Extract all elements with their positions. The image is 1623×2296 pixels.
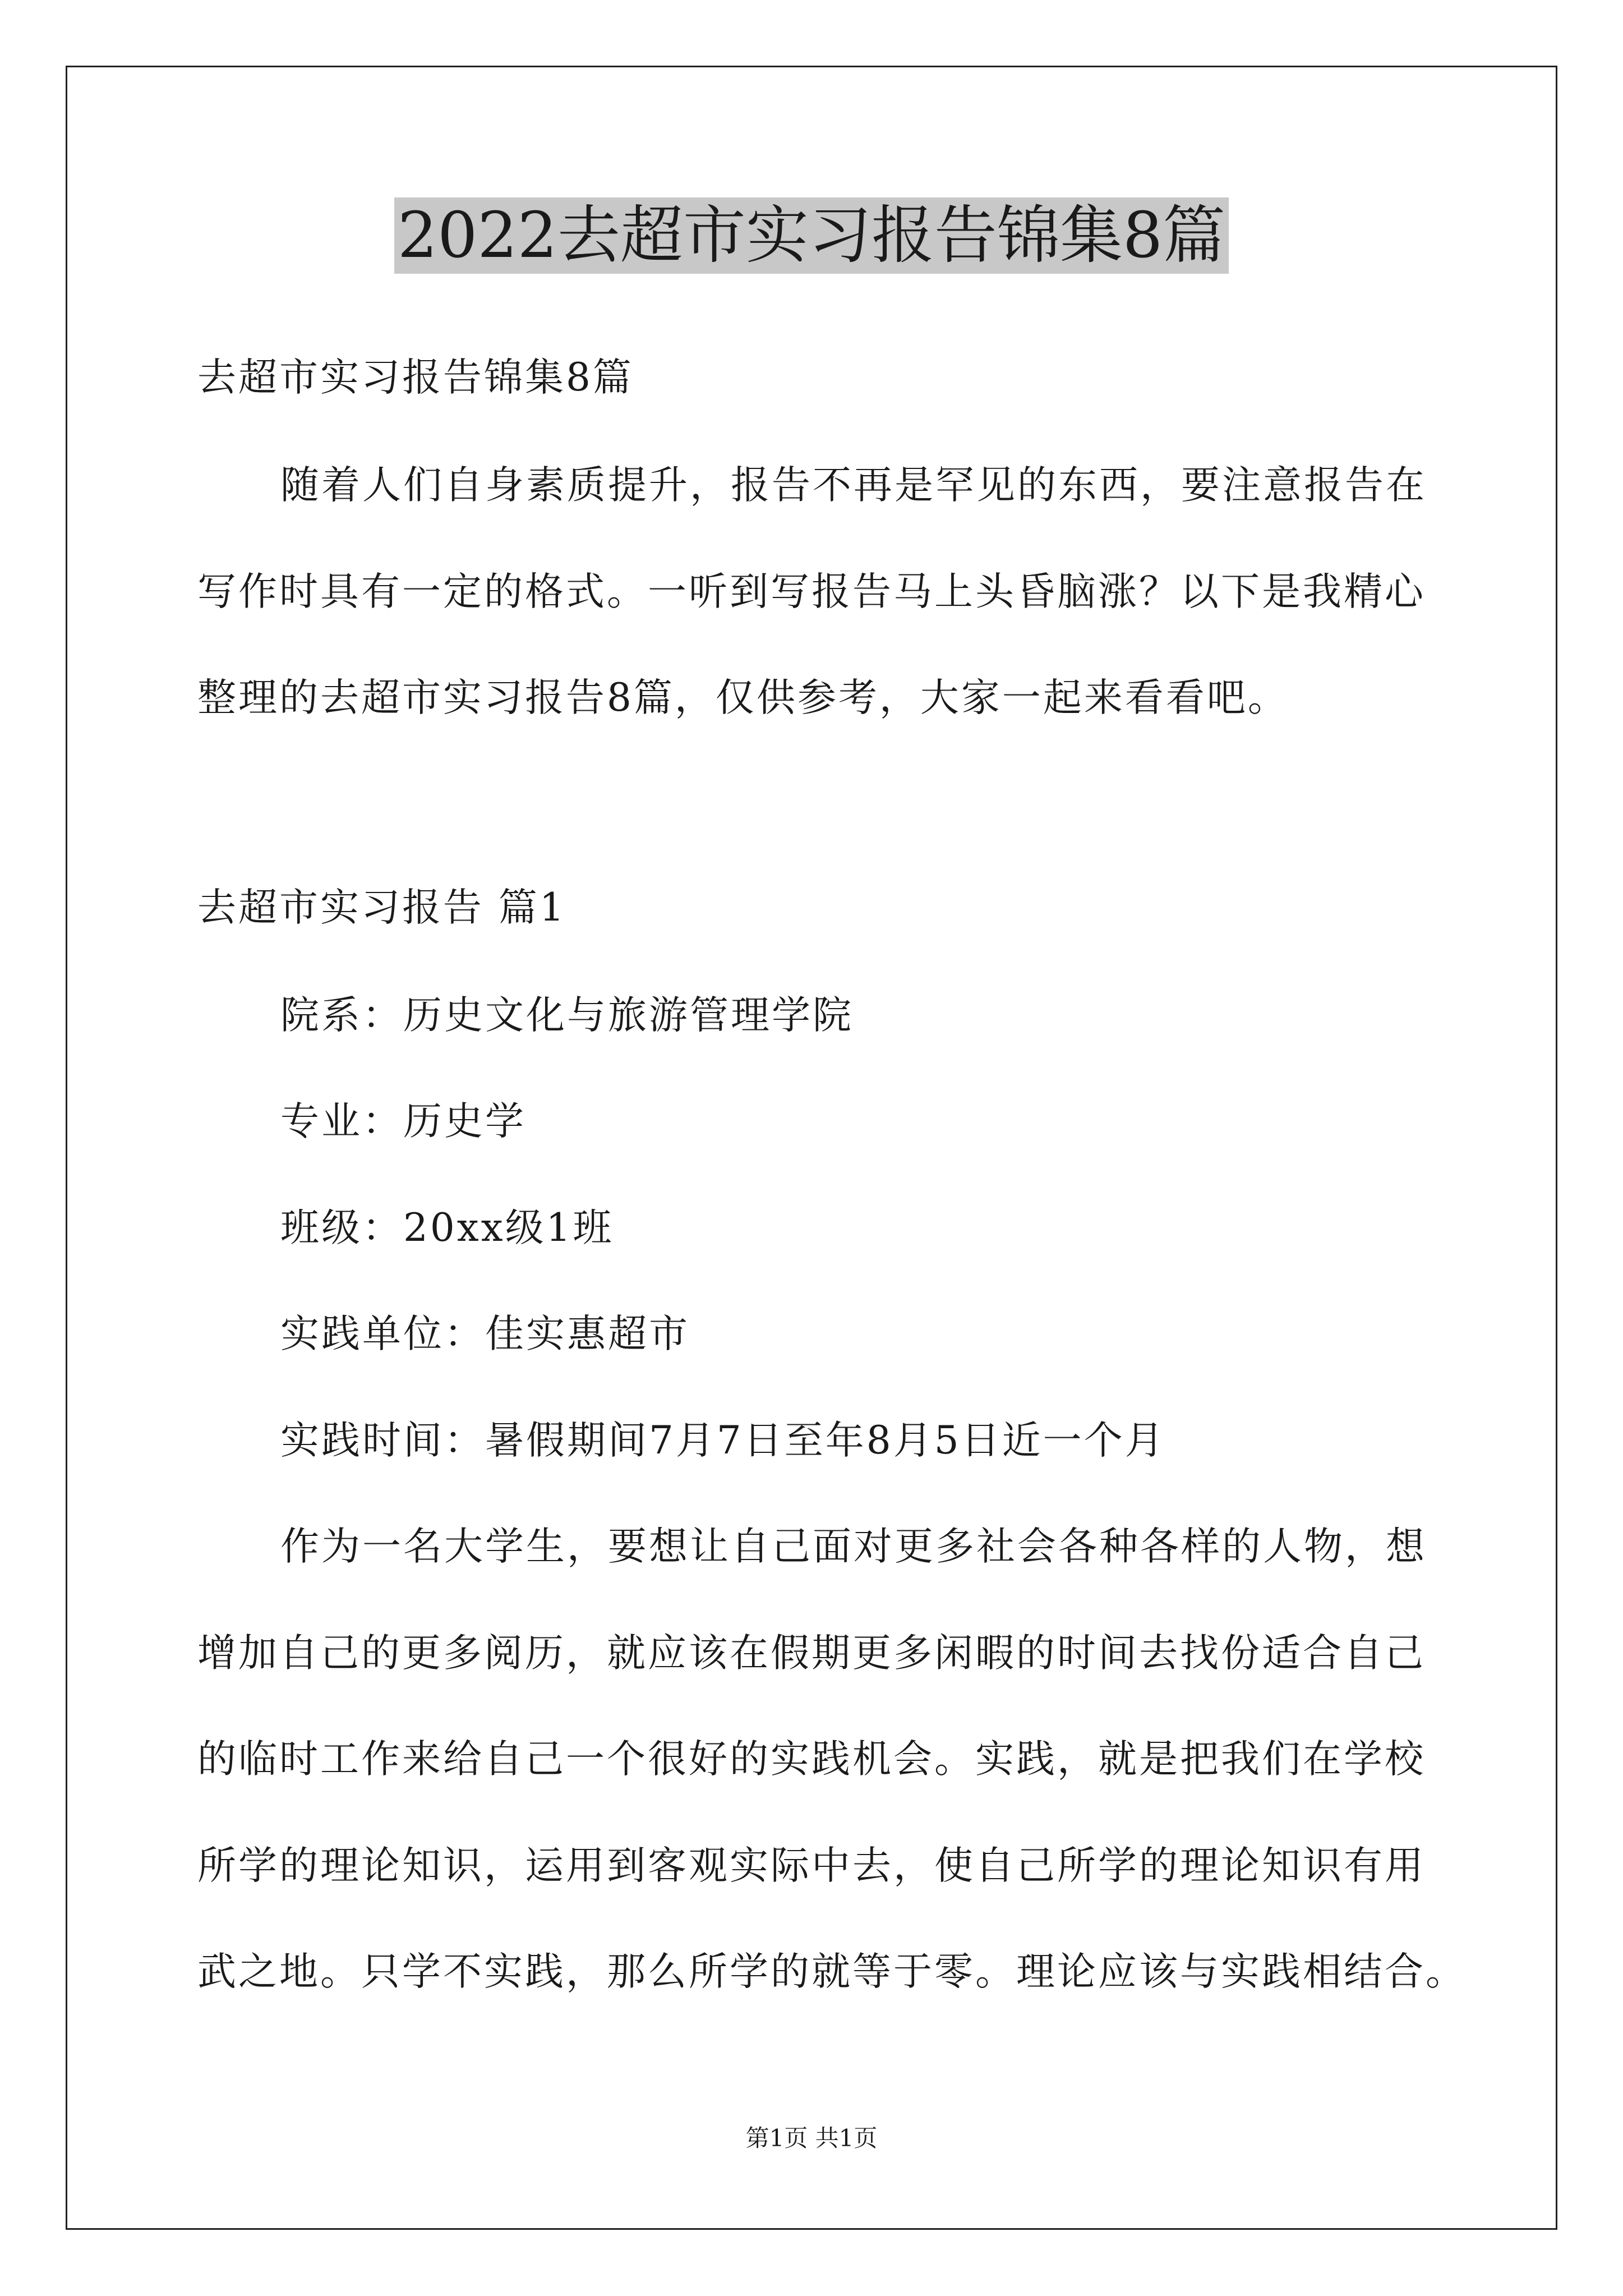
info-major: 专业：历史学 (280, 1099, 526, 1144)
paragraph-line: 所学的理论知识，运用到客观实际中去，使自己所学的理论知识有用 (197, 1843, 1426, 1888)
paragraph-line: 整理的去超市实习报告8篇，仅供参考，大家一起来看看吧。 (197, 675, 1289, 720)
subtitle-line: 去超市实习报告锦集8篇 (197, 355, 634, 400)
page-footer: 第1页 共1页 (745, 2124, 878, 2152)
paragraph-line: 写作时具有一定的格式。一听到写报告马上头昏脑涨？以下是我精心 (197, 569, 1426, 614)
info-practice-unit: 实践单位：佳实惠超市 (280, 1312, 690, 1356)
title-container (0, 197, 1623, 274)
section-heading: 去超市实习报告 篇1 (197, 885, 566, 930)
info-class: 班级：20xx级1班 (280, 1205, 614, 1250)
paragraph-line: 作为一名大学生，要想让自己面对更多社会各种各样的人物，想 (280, 1524, 1427, 1569)
paragraph-line: 的临时工作来给自己一个很好的实践机会。实践，就是把我们在学校 (197, 1737, 1426, 1782)
info-department: 院系：历史文化与旅游管理学院 (280, 993, 854, 1038)
document-title: 2022去超市实习报告锦集8篇 (394, 197, 1229, 274)
paragraph-line: 随着人们自身素质提升，报告不再是罕见的东西，要注意报告在 (280, 463, 1427, 508)
info-practice-time: 实践时间：暑假期间7月7日至年8月5日近一个月 (280, 1418, 1166, 1463)
paragraph-line: 增加自己的更多阅历，就应该在假期更多闲暇的时间去找份适合自己 (197, 1631, 1426, 1676)
paragraph-line: 武之地。只学不实践，那么所学的就等于零。理论应该与实践相结合。 (197, 1949, 1467, 1994)
